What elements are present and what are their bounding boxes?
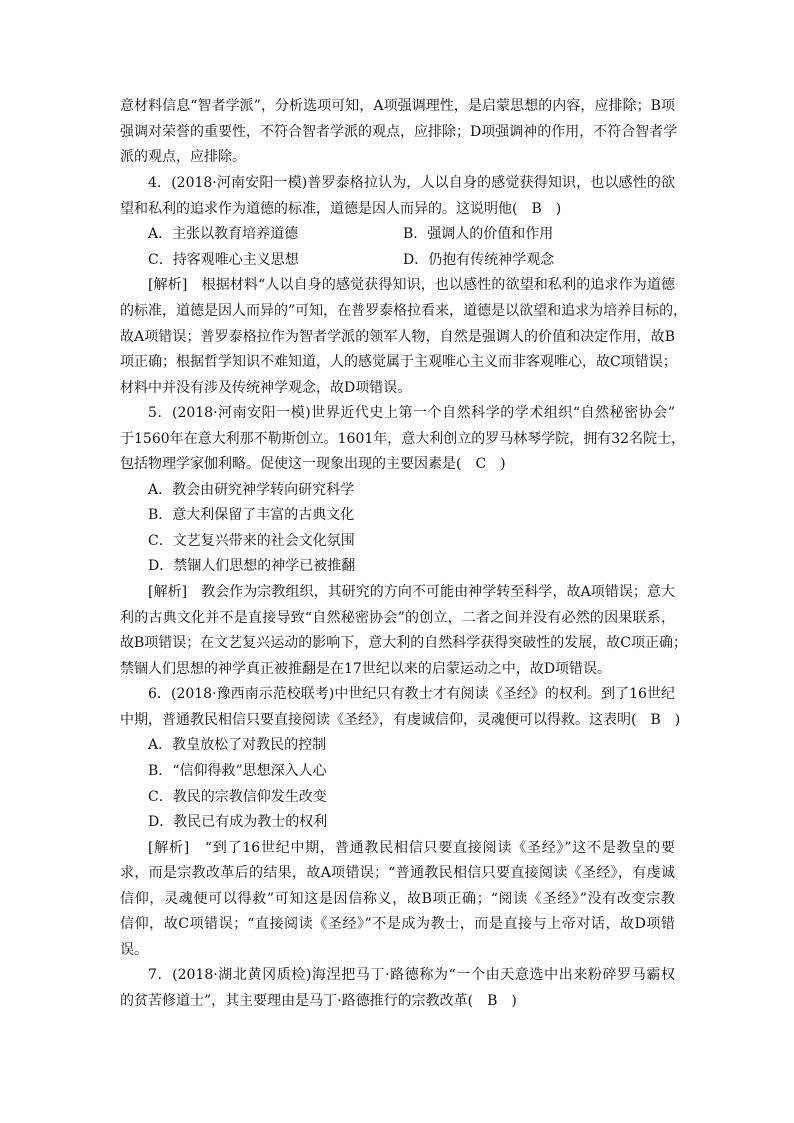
question-4-analysis: 材料中并没有涉及传统神学观念，故D项错误。 <box>120 380 412 396</box>
question-5-analysis: [解析] 教会作为宗教组织，其研究的方向不可能由神学转至科学，故A项错误；意大 <box>148 584 675 600</box>
question-6-analysis: 信仰，故C项错误；“直接阅读《圣经》”不是成为教士，而是直接与上帝对话，故D项错 <box>120 916 675 932</box>
question-6-option-a: A．教皇放松了对教民的控制 <box>148 737 327 753</box>
question-5-analysis: 故B项错误；在文艺复兴运动的影响下，意大利的自然科学获得突破性的发展，故C项正确； <box>120 635 687 651</box>
question-4-analysis: [解析] 根据材料“人以自身的感觉获得知识，也以感性的欲望和私利的追求作为道德 <box>148 277 675 293</box>
question-6-analysis: 误。 <box>120 942 148 958</box>
text-line: 意材料信息“智者学派”，分析选项可知，A项强调理性，是启蒙思想的内容，应排除；B项 <box>120 98 675 114</box>
question-5-analysis: 利的古典文化并不是直接导致“自然秘密协会”的创立，二者之间并没有必然的因果联系， <box>120 610 675 626</box>
question-5-stem: 5．(2018·河南安阳一模)世界近代史上第一个自然科学的学术组织“自然秘密协会” <box>148 405 675 421</box>
question-7-stem: 的贫苦修道士”，其主要理由是马丁·路德推行的宗教改革( B ) <box>120 993 517 1009</box>
question-4-analysis: 项正确；根据哲学知识不难知道，人的感觉属于主观唯心主义而非客观唯心，故C项错误； <box>120 354 677 370</box>
question-4-stem: 望和私利的追求作为道德的标准，道德是因人而异的。这说明他( B ) <box>120 201 562 217</box>
question-6-option-b: B．“信仰得救”思想深入人心 <box>148 763 327 779</box>
question-5-analysis: 禁锢人们思想的神学真正被推翻是在17世纪以来的启蒙运动之中，故D项错误。 <box>120 661 612 677</box>
question-4-option-d: D．仍抱有传统神学观念 <box>403 252 555 268</box>
question-4-analysis: 故A项错误；普罗泰格拉作为智者学派的领军人物，自然是强调人的价值和决定作用，故B <box>120 329 675 345</box>
question-5-stem: 于1560年在意大利那不勒斯创立。1601年，意大利创立的罗马林琴学院，拥有32名院士， <box>120 431 686 447</box>
text-line: 派的观点，应排除。 <box>120 149 246 165</box>
question-4-stem: 4．(2018·河南安阳一模)普罗泰格拉认为，人以自身的感觉获得知识，也以感性的欲 <box>148 175 675 191</box>
question-5-option-d: D．禁锢人们思想的神学已被推翻 <box>148 558 356 574</box>
question-6-stem: 6．(2018·豫西南示范校联考)中世纪只有教士才有阅读《圣经》的权利。到了16世纪 <box>148 686 675 702</box>
question-4-analysis: 的标准，道德是因人而异的”可知，在普罗泰格拉看来，道德是以欲望和追求为培养目标的， <box>120 303 688 319</box>
question-6-analysis: 信仰，灵魂便可以得救”可知这是因信称义，故B项正确；“阅读《圣经》”没有改变宗教 <box>120 891 675 907</box>
question-7-stem: 7．(2018·湖北黄冈质检)海涅把马丁·路德称为“一个由天意选中出来粉碎罗马霸权 <box>148 967 675 983</box>
question-4-option-c: C．持客观唯心主义思想 <box>148 252 299 268</box>
question-5-option-c: C．文艺复兴带来的社会文化氛围 <box>148 533 355 549</box>
question-6-option-d: D．教民已有成为教士的权利 <box>148 814 328 830</box>
question-6-analysis: 求，而是宗教改革后的结果，故A项错误；“普通教民相信只要直接阅读《圣经》，有虔诚 <box>120 865 675 881</box>
question-6-option-c: C．教民的宗教信仰发生改变 <box>148 789 327 805</box>
question-5-option-b: B．意大利保留了丰富的古典文化 <box>148 507 355 523</box>
question-4-option-b: B．强调人的价值和作用 <box>403 226 554 242</box>
question-5-option-a: A．教会由研究神学转向研究科学 <box>148 482 355 498</box>
question-6-stem: 中期，普通教民相信只要直接阅读《圣经》，有虔诚信仰，灵魂便可以得救。这表明( B ) <box>120 712 681 728</box>
question-4-option-a: A．主张以教育培养道德 <box>148 226 299 242</box>
question-5-stem: 包括物理学家伽利略。促使这一现象出现的主要因素是( C ) <box>120 456 506 472</box>
question-6-analysis: [解析] “到了16世纪中期，普通教民相信只要直接阅读《圣经》”这不是教皇的要 <box>148 840 675 856</box>
text-line: 强调对荣誉的重要性，不符合智者学派的观点，应排除；D项强调神的作用，不符合智者学 <box>120 124 678 140</box>
